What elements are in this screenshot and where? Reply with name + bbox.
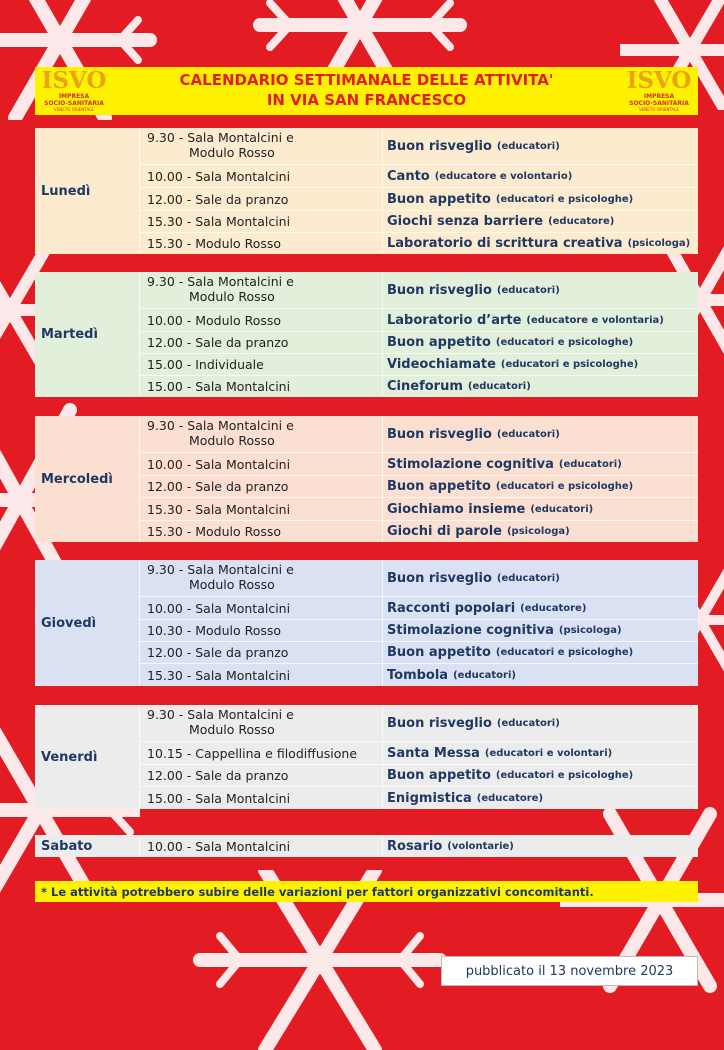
schedule-row [139,164,698,187]
schedule-row [139,452,698,475]
activity-name [387,597,694,619]
activity-title: Cineforum [387,379,463,394]
day-block [35,835,698,857]
activity-staff: (educatori) [496,428,560,440]
activity-name [387,620,694,641]
activity-staff: (educatori) [496,284,560,296]
activity-title: Santa Messa [387,745,480,761]
schedule-row [139,497,698,520]
activity-title: Giochi di parole [387,524,502,539]
activity-staff: (psicologa) [506,526,570,537]
activity-staff: (educatori e volontari) [484,747,613,759]
day-block [35,128,698,254]
activity-time-place: 12.00 - Sale da pranzo [147,642,383,663]
isvo-logo: ISVO IMPRESA SOCIO-SANITARIA VENETO ORIENTALE [41,67,107,112]
schedule-row [139,764,698,786]
activity-time-place: 15.30 - Sala Montalcini [147,498,383,520]
activity-time-place: 9.30 - Sala Montalcini e Modulo Rosso [147,416,383,452]
activity-time-place: 9.30 - Sala Montalcini e Modulo Rosso [147,705,383,741]
activity-staff: (educatori e psicologhe) [495,481,634,492]
activity-name [387,787,694,809]
activity-staff: (educatore e volontaria) [526,314,664,326]
activity-staff: (educatori e psicologhe) [495,647,634,658]
schedule-row [139,520,698,542]
day-label: Mercoledì [41,471,113,487]
schedule-row [139,835,698,857]
activity-title: Buon risveglio [387,138,492,154]
activity-time-place: 15.30 - Sala Montalcini [147,211,383,232]
schedule-row [139,641,698,663]
activity-time-place: 10.00 - Sala Montalcini [147,597,383,619]
activity-title: Stimolazione cognitiva [387,456,554,472]
activity-title: Tombola [387,667,449,683]
schedule-row [139,786,698,809]
activity-title: Videochiamate [387,357,496,372]
day-label: Martedì [41,327,98,342]
published-date: pubblicato il 13 novembre 2023 [441,956,698,986]
schedule-row [139,705,698,741]
activity-name [387,272,694,308]
activity-staff: (educatore e volontario) [434,170,573,182]
schedule-row [139,272,698,308]
activity-time-place: 9.30 - Sala Montalcini e Modulo Rosso [147,272,383,308]
schedule-row [139,128,698,164]
activity-staff: (educatore) [548,216,615,227]
day-label: Giovedì [41,615,97,631]
activity-staff: (educatori e psicologhe) [495,770,634,781]
activity-name [387,835,694,857]
activity-staff: (educatore) [520,602,587,614]
activity-time-place: 10.00 - Sala Montalcini [147,835,383,857]
schedule-row [139,619,698,641]
activity-time-place: 15.00 - Sala Montalcini [147,787,383,809]
activity-name [387,332,694,353]
schedule-row [139,475,698,497]
activity-staff: (educatori e psicologhe) [495,337,634,348]
activity-name [387,664,694,686]
activity-title: Buon risveglio [387,282,492,298]
day-label: Venerdì [41,749,98,765]
activity-time-place: 10.30 - Modulo Rosso [147,620,383,641]
activity-title: Buon risveglio [387,715,492,731]
activity-staff: (educatori) [467,381,531,392]
activity-name [387,376,694,397]
footnote: * Le attività potrebbero subire delle variazioni per fattori organizzativi concomitanti. [35,881,698,902]
activity-name [387,128,694,164]
activity-staff: (volontarie) [447,840,514,852]
activity-name [387,211,694,232]
schedule-row [139,187,698,210]
activity-time-place: 10.15 - Cappellina e filodiffusione [147,742,383,764]
activity-name [387,560,694,596]
schedule-row [139,331,698,353]
title-line-2: IN VIA SAN FRANCESCO [266,91,467,109]
activity-title: Buon appetito [387,335,491,350]
schedule-row [139,353,698,375]
activity-staff: (educatori) [558,458,622,470]
activity-title: Laboratorio di scrittura creativa [387,236,623,251]
activity-title: Canto [387,168,430,184]
activity-title: Enigmistica [387,790,472,806]
activity-time-place: 15.30 - Modulo Rosso [147,521,383,542]
activity-name [387,742,694,764]
activity-title: Racconti popolari [387,600,516,616]
activity-name [387,309,694,331]
schedule-row [139,375,698,397]
activity-name [387,354,694,375]
activity-time-place: 12.00 - Sale da pranzo [147,765,383,786]
activity-staff: (educatori) [530,503,594,515]
activity-time-place: 12.00 - Sale da pranzo [147,188,383,210]
activity-time-place: 15.00 - Sala Montalcini [147,376,383,397]
activity-staff: (educatori) [496,572,560,584]
day-block [35,705,698,809]
schedule-row [139,232,698,254]
schedule-row [139,416,698,452]
activity-time-place: 10.00 - Sala Montalcini [147,165,383,187]
activity-title: Laboratorio d’arte [387,312,522,328]
activity-name [387,498,694,520]
activity-time-place: 15.30 - Modulo Rosso [147,233,383,254]
activity-staff: (psicologa) [558,625,622,636]
activity-name [387,705,694,741]
schedule-row [139,663,698,686]
isvo-logo: ISVO IMPRESA SOCIO-SANITARIA VENETO ORIENTALE [626,67,692,112]
schedule-row [139,741,698,764]
page-title [125,70,608,110]
activity-time-place: 10.00 - Modulo Rosso [147,309,383,331]
activity-staff: (educatore) [476,792,544,804]
activity-name [387,765,694,786]
title-line-1: CALENDARIO SETTIMANALE DELLE ATTIVITA' [179,71,554,89]
activity-staff: (educatori) [453,669,516,681]
activity-title: Giochi senza barriere [387,214,544,229]
schedule-row [139,560,698,596]
activity-name [387,416,694,452]
activity-time-place: 10.00 - Sala Montalcini [147,453,383,475]
schedule-row [139,210,698,232]
activity-name [387,188,694,210]
schedule-row [139,596,698,619]
activity-title: Rosario [387,838,443,854]
day-label: Sabato [41,838,93,854]
activity-title: Buon risveglio [387,426,492,442]
activity-name [387,233,694,254]
activity-title: Buon risveglio [387,570,492,586]
day-label: Lunedì [41,183,91,199]
activity-title: Buon appetito [387,768,491,783]
activity-time-place: 15.00 - Individuale [147,354,383,375]
activity-name [387,642,694,663]
activity-time-place: 15.30 - Sala Montalcini [147,664,383,686]
activity-time-place: 12.00 - Sale da pranzo [147,476,383,497]
activity-time-place: 9.30 - Sala Montalcini e Modulo Rosso [147,128,383,164]
activity-staff: (psicologa) [627,238,691,249]
activity-title: Buon appetito [387,479,491,494]
activity-staff: (educatori) [496,140,560,152]
activity-title: Giochiamo insieme [387,501,526,517]
day-block [35,416,698,542]
activity-title: Buon appetito [387,645,491,660]
activity-name [387,165,694,187]
day-block [35,560,698,686]
activity-title: Buon appetito [387,191,491,207]
day-block [35,272,698,397]
activity-time-place: 12.00 - Sale da pranzo [147,332,383,353]
activity-time-place: 9.30 - Sala Montalcini e Modulo Rosso [147,560,383,596]
activity-title: Stimolazione cognitiva [387,623,554,638]
activity-name [387,521,694,542]
activity-staff: (educatori) [496,717,560,729]
header-banner [35,67,698,115]
activity-staff: (educatori e psicologhe) [500,359,639,370]
activity-name [387,453,694,475]
schedule-row [139,308,698,331]
activity-staff: (educatori e psicologhe) [495,193,634,205]
activity-name [387,476,694,497]
